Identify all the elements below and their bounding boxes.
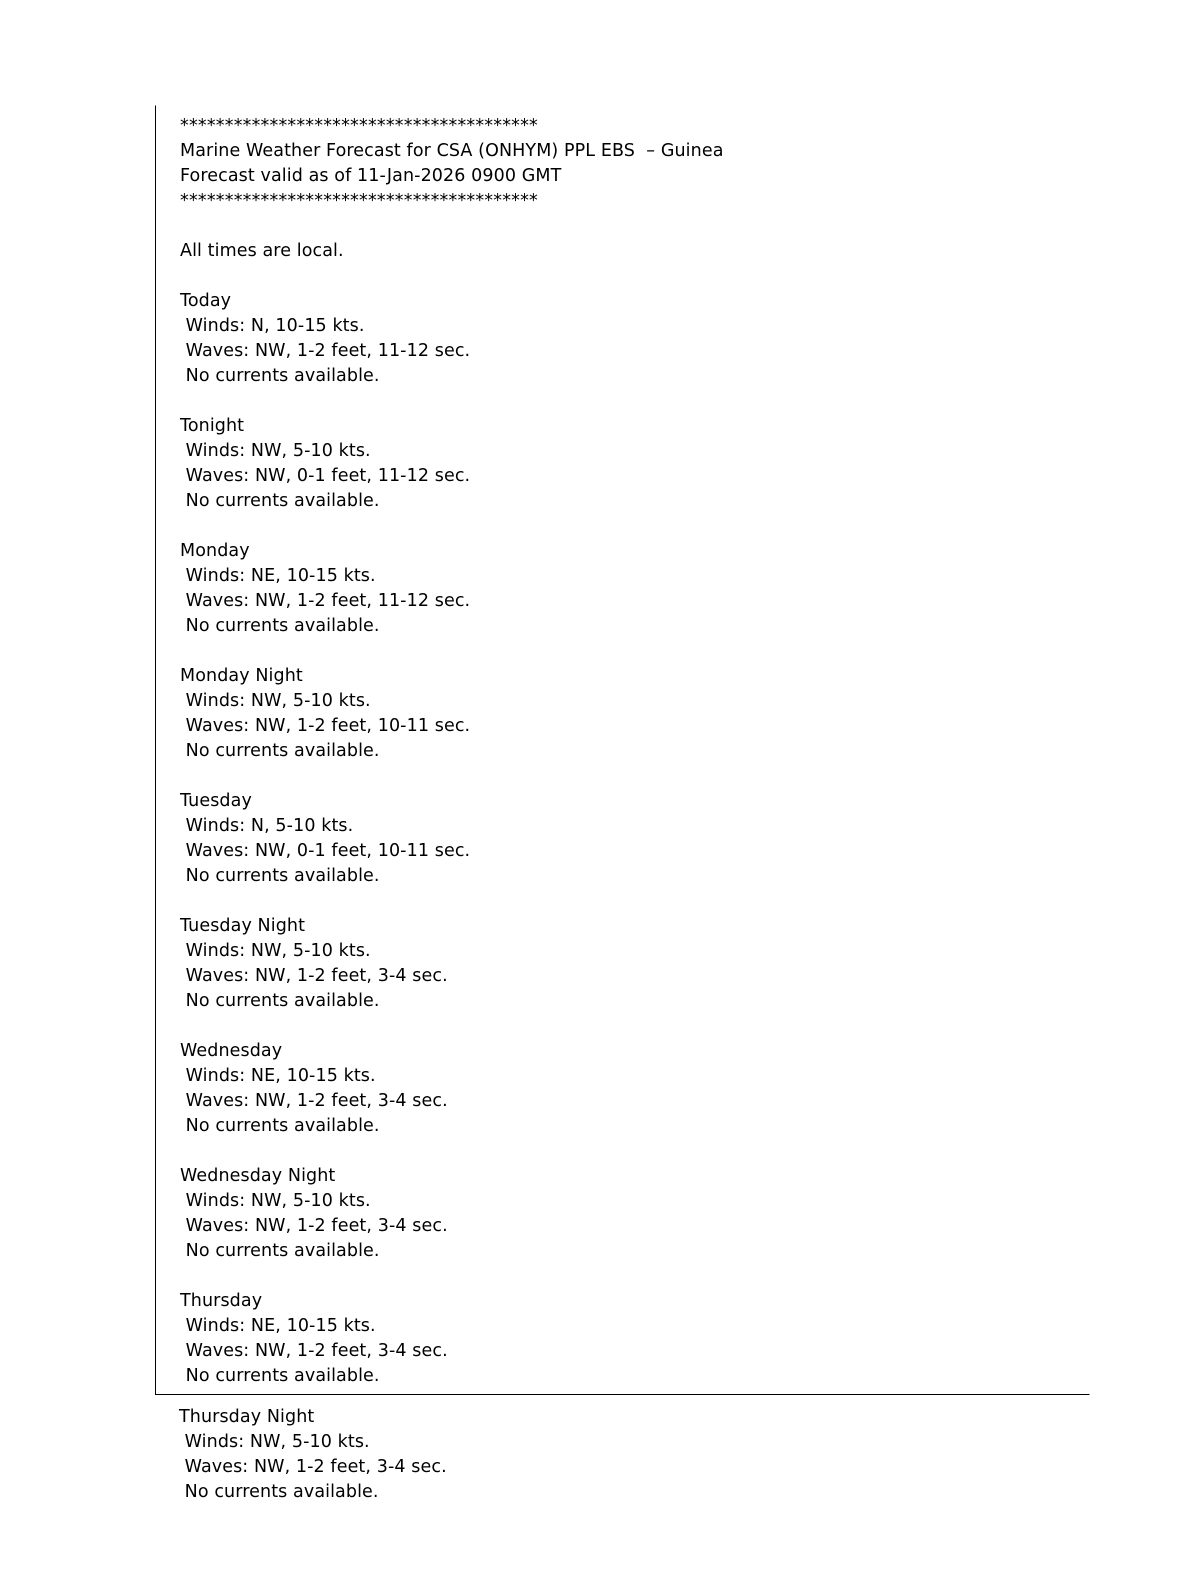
forecast-period [180,664,1060,764]
period-waves: Waves: NW, 1-2 feet, 3-4 sec. [180,1216,448,1236]
period-winds: Winds: N, 10-15 kts. [180,316,365,336]
period-currents: No currents available. [180,991,380,1011]
header-rule-bottom: **************************************** [180,191,538,211]
period-waves: Waves: NW, 0-1 feet, 10-11 sec. [180,841,471,861]
period-name: Tuesday [180,791,252,811]
period-winds: Winds: NW, 5-10 kts. [180,691,371,711]
period-name: Tonight [180,416,245,436]
spacer [180,889,1060,914]
spacer [180,214,1060,239]
forecast-period [180,914,1060,1014]
period-waves: Waves: NW, 1-2 feet, 11-12 sec. [180,341,471,361]
period-name: Thursday [180,1291,263,1311]
forecast-period [180,789,1060,889]
forecast-period [180,289,1060,389]
header-rule-top: **************************************** [180,116,538,136]
period-name: Wednesday Night [180,1166,336,1186]
forecast-body [180,114,1060,1389]
period-waves: Waves: NW, 1-2 feet, 3-4 sec. [180,966,448,986]
period-winds: Winds: NW, 5-10 kts. [180,1191,371,1211]
period-waves: Waves: NW, 0-1 feet, 11-12 sec. [180,466,471,486]
forecast-frame [155,105,1090,1395]
period-currents: No currents available. [180,1116,380,1136]
forecast-period [179,1405,1059,1505]
period-winds: Winds: NE, 10-15 kts. [180,1066,376,1086]
period-currents: No currents available. [180,866,380,886]
times-note: All times are local. [180,241,344,261]
forecast-period [180,539,1060,639]
spacer [180,389,1060,414]
forecast-valid-time: Forecast valid as of 11-Jan-2026 0900 GMT [180,166,562,186]
period-waves: Waves: NW, 1-2 feet, 11-12 sec. [180,591,471,611]
spacer [180,514,1060,539]
period-waves: Waves: NW, 1-2 feet, 10-11 sec. [180,716,471,736]
forecast-period [180,1164,1060,1264]
spacer [180,264,1060,289]
period-currents: No currents available. [180,1366,380,1386]
spacer [180,764,1060,789]
period-waves: Waves: NW, 1-2 feet, 3-4 sec. [180,1341,448,1361]
spacer [180,639,1060,664]
period-waves: Waves: NW, 1-2 feet, 3-4 sec. [179,1457,447,1477]
forecast-continued [179,1405,1059,1505]
forecast-period [180,414,1060,514]
forecast-period [180,1289,1060,1389]
period-winds: Winds: NE, 10-15 kts. [180,566,376,586]
period-name: Wednesday [180,1041,283,1061]
period-name: Tuesday Night [180,916,306,936]
period-currents: No currents available. [180,741,380,761]
spacer [180,1014,1060,1039]
period-winds: Winds: N, 5-10 kts. [180,816,354,836]
period-currents: No currents available. [179,1482,379,1502]
period-waves: Waves: NW, 1-2 feet, 3-4 sec. [180,1091,448,1111]
period-winds: Winds: NW, 5-10 kts. [180,441,371,461]
period-name: Monday [180,541,250,561]
spacer [180,1264,1060,1289]
period-name: Monday Night [180,666,303,686]
period-currents: No currents available. [180,1241,380,1261]
period-winds: Winds: NW, 5-10 kts. [179,1432,370,1452]
spacer [180,1139,1060,1164]
period-currents: No currents available. [180,616,380,636]
period-name: Today [180,291,232,311]
period-currents: No currents available. [180,491,380,511]
page-title: Marine Weather Forecast for CSA (ONHYM) PPL EBS – Guinea [180,141,724,161]
period-currents: No currents available. [180,366,380,386]
period-winds: Winds: NE, 10-15 kts. [180,1316,376,1336]
period-name: Thursday Night [179,1407,315,1427]
forecast-period [180,1039,1060,1139]
period-winds: Winds: NW, 5-10 kts. [180,941,371,961]
